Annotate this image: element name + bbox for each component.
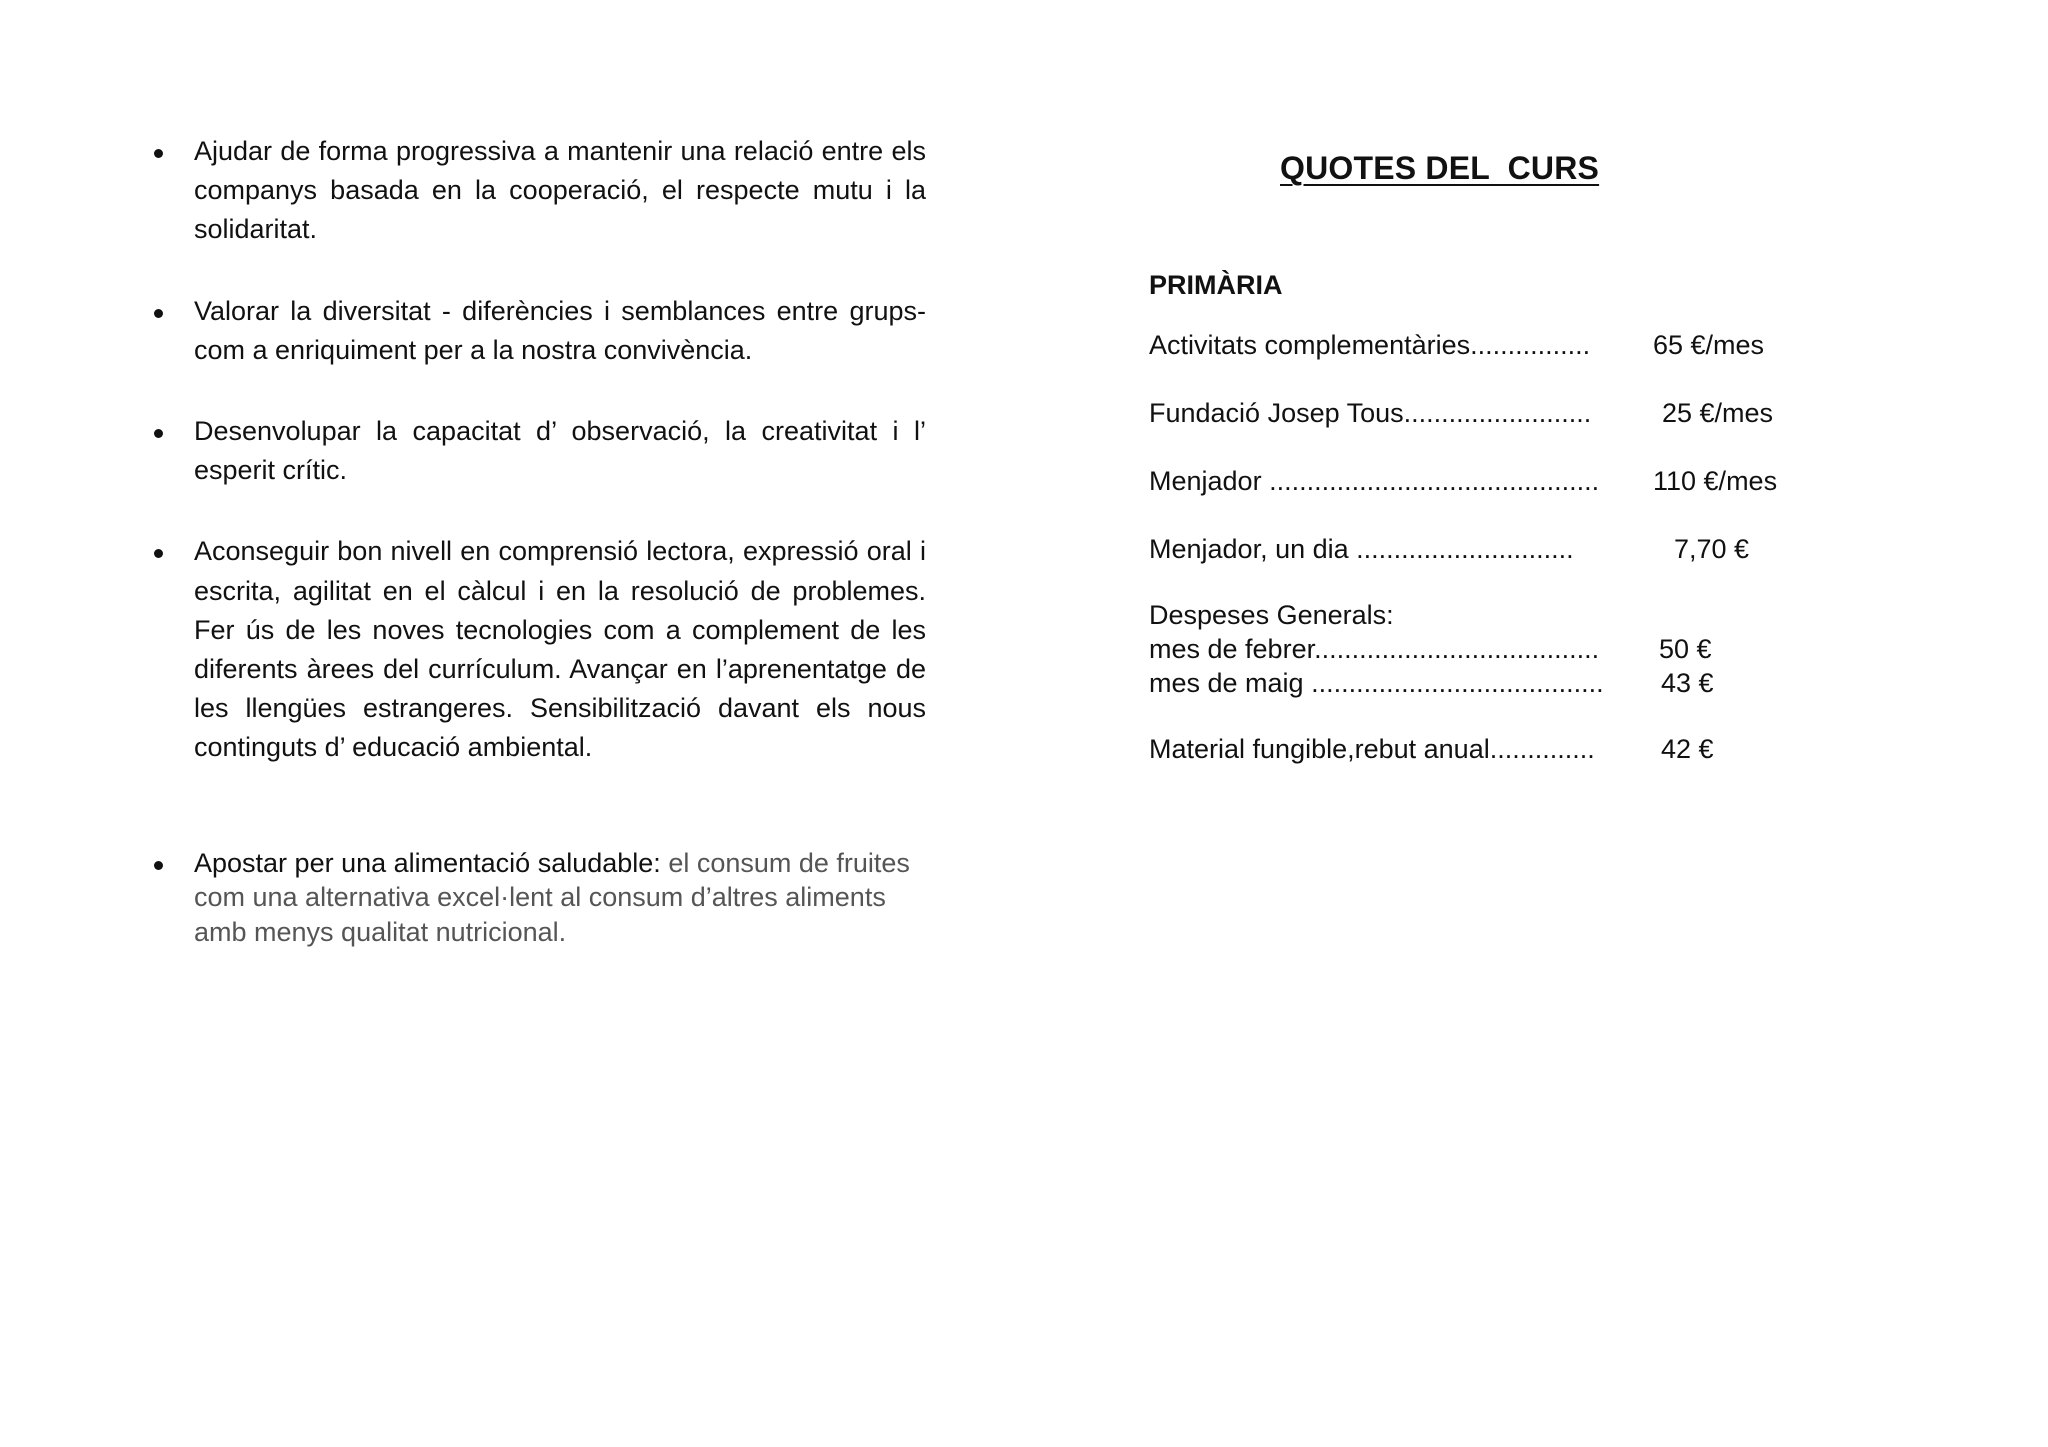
objective-text-colon: : xyxy=(653,847,661,878)
fee-row xyxy=(1149,462,1849,500)
objective-item xyxy=(146,412,926,490)
fee-row xyxy=(1149,394,1849,432)
fee-label: Fundació Josep Tous......................... xyxy=(1149,398,1592,428)
fee-label: Material fungible,rebut anual.............. xyxy=(1149,734,1595,764)
fee-row xyxy=(1149,632,1849,666)
fee-label: Activitats complementàries................ xyxy=(1149,330,1591,360)
fee-group xyxy=(1149,462,1849,500)
objective-text: Ajudar de forma progressiva a mantenir una relació entre els companys basada en la cooperació, el respecte mutu i la solidaritat. xyxy=(194,136,926,245)
fee-group xyxy=(1149,730,1849,768)
objectives-list xyxy=(146,132,926,949)
objective-item xyxy=(146,846,926,950)
fee-label: mes de maig ....................................... xyxy=(1149,668,1604,698)
objective-text xyxy=(194,846,926,950)
fee-row xyxy=(1149,666,1849,700)
objectives-column xyxy=(146,132,926,949)
fee-label: Menjador ............................................ xyxy=(1149,466,1600,496)
general-expenses-group xyxy=(1149,598,1849,700)
fees-title: QUOTES DEL CURS xyxy=(1280,150,1600,186)
fee-row xyxy=(1149,530,1849,568)
objective-item xyxy=(146,292,926,370)
fee-label: mes de febrer...................................... xyxy=(1149,634,1600,664)
objective-item xyxy=(146,532,926,767)
fee-label: Menjador, un dia ............................. xyxy=(1149,534,1574,564)
fee-amount: 42 € xyxy=(1661,734,1714,764)
fee-group xyxy=(1149,394,1849,432)
objective-text: Desenvolupar la capacitat d’ observació, la creativitat i l’ esperit crític. xyxy=(194,416,926,486)
objective-text: Valorar la diversitat - diferències i semblances entre grups- com a enriquiment per a la nostra convivència. xyxy=(194,295,926,365)
fee-group xyxy=(1149,326,1849,364)
fee-row xyxy=(1149,730,1849,768)
fees-section-heading: PRIMÀRIA xyxy=(1149,270,1283,300)
general-expenses-heading: Despeses Generals: xyxy=(1149,600,1394,630)
objective-text-strong: Apostar per una alimentació saludable xyxy=(194,847,654,878)
fee-amount: 110 €/mes xyxy=(1653,466,1778,496)
fee-amount: 7,70 € xyxy=(1674,534,1750,564)
fee-amount: 25 €/mes xyxy=(1662,398,1774,428)
fees-body xyxy=(1149,266,1849,798)
objective-item xyxy=(146,132,926,250)
fee-amount: 50 € xyxy=(1659,634,1712,664)
fee-row xyxy=(1149,326,1849,364)
fee-amount: 65 €/mes xyxy=(1653,330,1765,360)
fee-amount: 43 € xyxy=(1661,668,1714,698)
fee-group xyxy=(1149,530,1849,568)
objective-text: Aconseguir bon nivell en comprensió lectora, expressió oral i escrita, agilitat en el càlcul i en la resolució de problemes. Fer ús de les noves tecnologies com a complement de les diferents àrees del currículum. Avançar en l’aprenentatge de les llengües estrangeres. Sensibilització davant els nous continguts d’ educació ambiental. xyxy=(194,536,926,763)
objective-text-soft: el consum de fruites com una alternativa excel·lent al consum d’altres aliments amb menys qualitat nutricional. xyxy=(194,847,910,947)
